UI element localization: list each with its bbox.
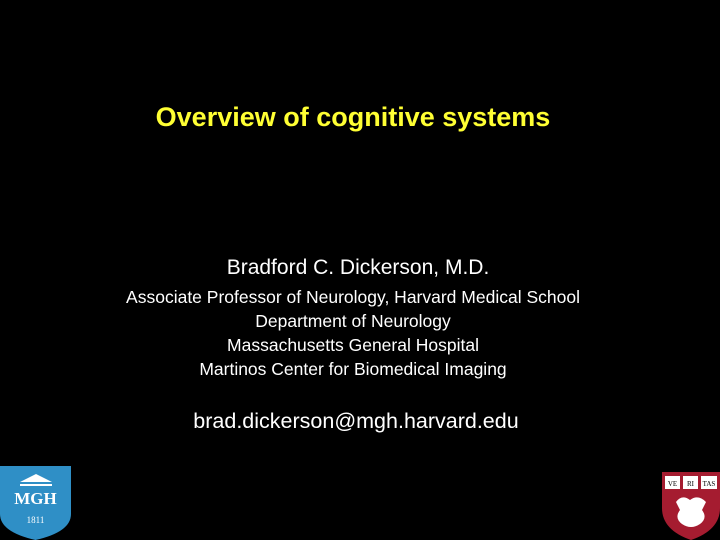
author-name: Bradford C. Dickerson, M.D. <box>226 256 490 279</box>
harvard-shield-logo <box>662 472 720 540</box>
veritas-ve: VE <box>667 480 678 488</box>
veritas-ri: RI <box>687 480 694 488</box>
affiliation-list <box>0 285 706 381</box>
slide-title: Overview of cognitive systems <box>155 102 551 132</box>
affiliation-line: Department of Neurology <box>255 311 451 331</box>
veritas-tas: TAS <box>702 480 716 488</box>
mgh-logo-year: 1811 <box>26 515 45 525</box>
lion-icon <box>676 497 706 527</box>
author-email: brad.dickerson@mgh.harvard.edu <box>193 409 519 433</box>
affiliation-line: Associate Professor of Neurology, Harvard Medical School <box>126 287 580 307</box>
affiliation-line: Massachusetts General Hospital <box>227 335 479 355</box>
mgh-logo-text: MGH <box>14 489 57 508</box>
affiliation-line: Martinos Center for Biomedical Imaging <box>199 359 507 379</box>
mgh-logo <box>0 466 72 540</box>
